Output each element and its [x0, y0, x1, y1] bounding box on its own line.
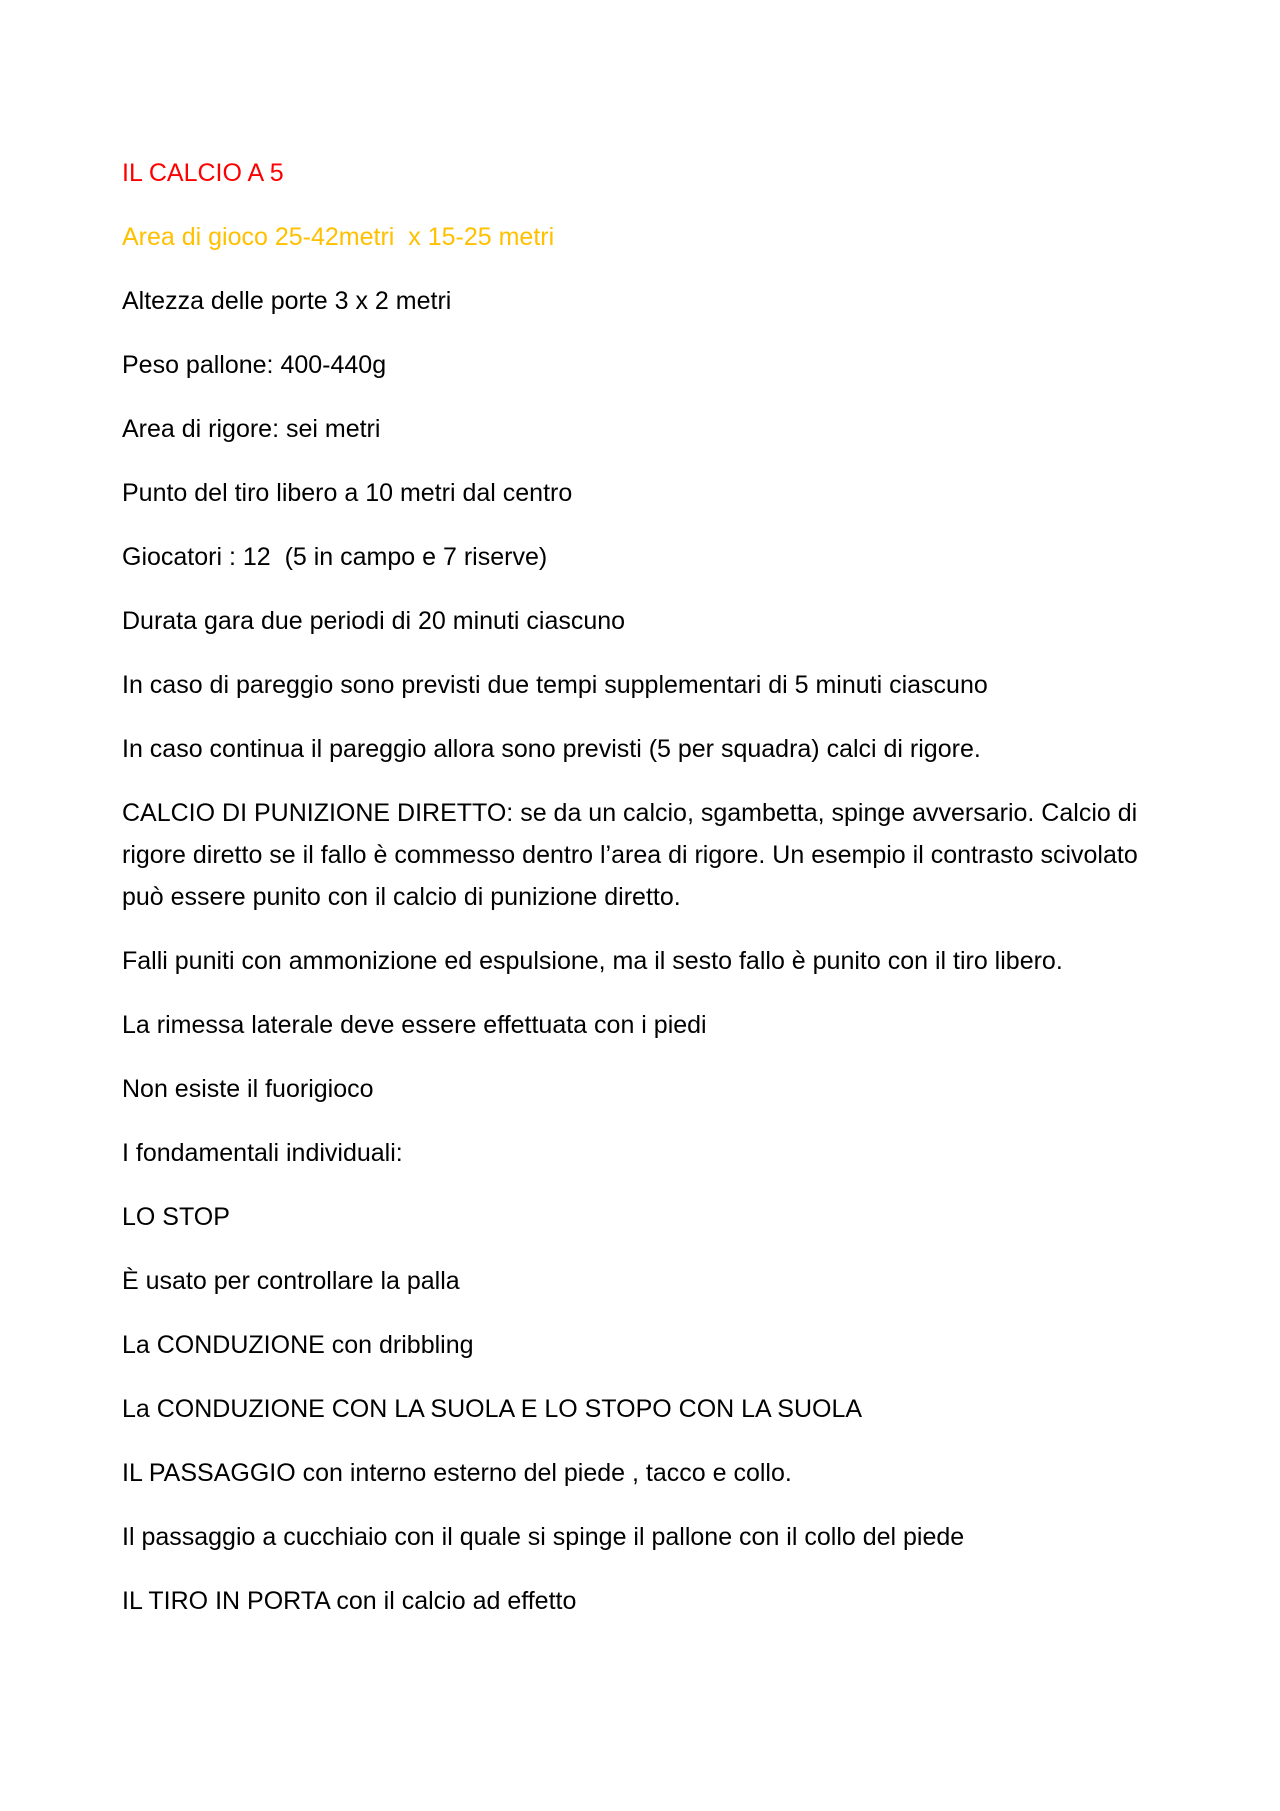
paragraph: IL TIRO IN PORTA con il calcio ad effetto	[122, 1587, 577, 1615]
document-body	[122, 152, 1162, 1644]
paragraph: IL PASSAGGIO con interno esterno del piede , tacco e collo.	[122, 1459, 792, 1487]
paragraph: Giocatori : 12 (5 in campo e 7 riserve)	[122, 543, 548, 571]
document-title: IL CALCIO A 5	[122, 159, 284, 187]
paragraph: CALCIO DI PUNIZIONE DIRETTO: se da un calcio, sgambetta, spinge avversario. Calcio di rigore diretto se il fallo è commesso dentro l’area di rigore. Un esempio il contrasto scivolato può essere punito con il calcio di punizione diretto.	[122, 799, 1145, 911]
paragraph: I fondamentali individuali:	[122, 1139, 403, 1167]
paragraph: La CONDUZIONE CON LA SUOLA E LO STOPO CON LA SUOLA	[122, 1395, 863, 1423]
paragraph: Altezza delle porte 3 x 2 metri	[122, 287, 452, 315]
paragraph: Durata gara due periodi di 20 minuti ciascuno	[122, 607, 626, 635]
paragraph: Punto del tiro libero a 10 metri dal centro	[122, 479, 573, 507]
paragraph: Non esiste il fuorigioco	[122, 1075, 374, 1103]
playing-area-line: Area di gioco 25-42metri x 15-25 metri	[122, 223, 555, 251]
paragraph: Il passaggio a cucchiaio con il quale si spinge il pallone con il collo del piede	[122, 1523, 965, 1551]
paragraph: Peso pallone: 400-440g	[122, 351, 387, 379]
paragraph: È usato per controllare la palla	[122, 1267, 460, 1295]
paragraph: In caso di pareggio sono previsti due tempi supplementari di 5 minuti ciascuno	[122, 671, 988, 699]
paragraph: Area di rigore: sei metri	[122, 415, 381, 443]
paragraph: La rimessa laterale deve essere effettuata con i piedi	[122, 1011, 707, 1039]
paragraph: Falli puniti con ammonizione ed espulsione, ma il sesto fallo è punito con il tiro libero.	[122, 947, 1063, 975]
paragraph: In caso continua il pareggio allora sono previsti (5 per squadra) calci di rigore.	[122, 735, 981, 763]
paragraph: La CONDUZIONE con dribbling	[122, 1331, 474, 1359]
paragraph: LO STOP	[122, 1203, 230, 1231]
